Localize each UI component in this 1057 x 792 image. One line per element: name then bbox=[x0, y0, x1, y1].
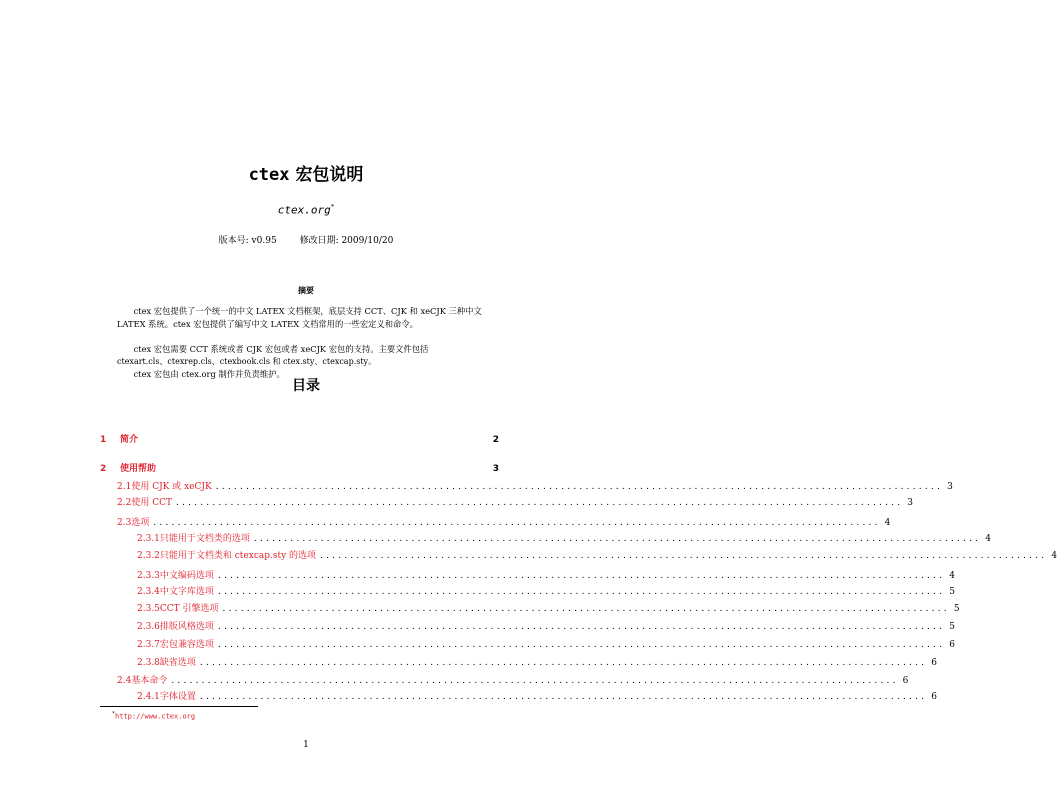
abstract-p1: ctex 宏包提供了一个统一的中文 LATEX 文档框架，底层支持 CCT、CJK 和 xeCJK 三种中文 LATEX 系统。ctex 宏包提供了编写中文 LATEX 文档常用的一些宏定义和命令。 bbox=[117, 306, 482, 329]
toc-entry-title[interactable]: 缺省选项 bbox=[159, 658, 196, 668]
title-code: ctex bbox=[248, 165, 290, 185]
toc-entry-title[interactable]: 中文字库选项 bbox=[159, 587, 214, 597]
toc-leader-dots: ........................................................................................................................ bbox=[199, 658, 928, 668]
toc-entry[interactable] bbox=[100, 690, 937, 704]
toc-leader-dots: ........................................................................................................................ bbox=[199, 692, 928, 702]
toc-entry[interactable] bbox=[100, 433, 499, 447]
toc-entry-title[interactable]: 只能用于文档类和 ctexcap.sty 的选项 bbox=[159, 551, 317, 561]
toc-entry-number[interactable]: 2.3.2 bbox=[137, 551, 160, 561]
toc-entry-title[interactable]: 使用 CCT bbox=[131, 498, 172, 508]
author-name: ctex.org bbox=[277, 203, 331, 217]
toc-entry-page[interactable]: 4 bbox=[884, 518, 891, 528]
toc-entry-number[interactable]: 2.2 bbox=[117, 498, 132, 508]
title-text: 宏包说明 bbox=[295, 165, 364, 185]
toc-entry[interactable] bbox=[100, 602, 960, 616]
page-number: 1 bbox=[303, 740, 309, 750]
author-footnote-mark[interactable]: * bbox=[330, 203, 335, 211]
toc-entry[interactable] bbox=[100, 462, 499, 476]
toc-entry-number[interactable]: 2.3.3 bbox=[137, 571, 160, 581]
toc-entry-number[interactable]: 2.3.6 bbox=[137, 622, 160, 632]
toc-entry-title[interactable]: CCT 引擎选项 bbox=[159, 604, 219, 614]
toc-entry-number[interactable]: 2 bbox=[100, 464, 107, 474]
toc-entry-page[interactable]: 4 bbox=[949, 571, 955, 581]
toc-entry-title[interactable]: 选项 bbox=[131, 518, 150, 528]
toc-entry-page[interactable]: 6 bbox=[931, 658, 937, 668]
toc-entry[interactable] bbox=[100, 516, 891, 530]
toc-entry[interactable] bbox=[100, 549, 1057, 563]
abstract-heading: 摘要 bbox=[298, 286, 314, 295]
toc-entry-title[interactable]: 使用帮助 bbox=[120, 464, 157, 474]
toc-leader-dots: ........................................................................................................................ bbox=[215, 482, 944, 492]
toc-entry[interactable] bbox=[100, 585, 955, 599]
toc-leader-dots: ........................................................................................................................ bbox=[253, 534, 982, 544]
toc-leader-dots: ........................................................................................................................ bbox=[175, 498, 904, 508]
toc-entry-title[interactable]: 宏包兼容选项 bbox=[159, 640, 214, 650]
toc-entry-title[interactable]: 使用 CJK 或 xeCJK bbox=[131, 482, 212, 492]
toc-entry-title[interactable]: 字体设置 bbox=[159, 692, 196, 702]
toc-entry-page[interactable]: 4 bbox=[985, 534, 991, 544]
abstract-p2a: ctex 宏包需要 CCT 系统或者 CJK 宏包或者 xeCJK 宏包的支持。主要文件包括 bbox=[133, 344, 429, 354]
abstract-paragraph-1 bbox=[117, 305, 495, 330]
toc-entry-page[interactable]: 3 bbox=[907, 498, 914, 508]
version-line bbox=[0, 233, 612, 246]
toc-leader-dots: ........................................................................................................................ bbox=[222, 604, 950, 614]
toc-leader-dots: ........................................................................................................................ bbox=[217, 640, 946, 650]
toc-entry[interactable] bbox=[100, 620, 955, 634]
toc-entry-number[interactable]: 2.4.1 bbox=[137, 692, 160, 702]
toc-entry-title[interactable]: 简介 bbox=[120, 435, 139, 445]
toc-leader-dots: ........................................................................................................................ bbox=[217, 622, 946, 632]
toc-entry[interactable] bbox=[100, 496, 914, 510]
toc-heading: 目录 bbox=[292, 378, 320, 394]
toc-entry-page[interactable]: 5 bbox=[949, 587, 955, 597]
toc-entry-title[interactable]: 只能用于文档类的选项 bbox=[159, 534, 250, 544]
toc-entry-page[interactable]: 6 bbox=[902, 676, 909, 686]
toc-entry[interactable] bbox=[100, 674, 909, 688]
abstract-p3: ctex 宏包由 ctex.org 制作并负责维护。 bbox=[133, 369, 285, 379]
toc-entry-title[interactable]: 排版风格选项 bbox=[159, 622, 214, 632]
toc-leader-dots: ........................................................................................................................ bbox=[320, 551, 1048, 561]
toc-entry-number[interactable]: 2.3.8 bbox=[137, 658, 160, 668]
toc-entry[interactable] bbox=[100, 569, 955, 583]
toc-leader-dots: ........................................................................................................................ bbox=[153, 518, 881, 528]
toc-entry-page[interactable]: 5 bbox=[949, 622, 955, 632]
footnote-mark: * bbox=[112, 711, 116, 717]
toc-leader-dots: ........................................................................................................................ bbox=[217, 587, 946, 597]
toc-entry-page[interactable]: 3 bbox=[492, 464, 499, 474]
toc-entry-number[interactable]: 2.3 bbox=[117, 518, 132, 528]
toc-entry-page[interactable]: 4 bbox=[1051, 551, 1057, 561]
toc-entry-number[interactable]: 2.1 bbox=[117, 482, 132, 492]
toc-leader-dots: ........................................................................................................................ bbox=[217, 571, 946, 581]
document-title bbox=[0, 160, 612, 185]
footnote-url[interactable]: http://www.ctex.org bbox=[115, 712, 196, 721]
toc-entry-title[interactable]: 中文编码选项 bbox=[159, 571, 214, 581]
footnote bbox=[112, 711, 195, 720]
toc-entry-title[interactable]: 基本命令 bbox=[131, 676, 168, 686]
abstract-p2b: ctexart.cls、ctexrep.cls、ctexbook.cls 和 ctex.sty、ctexcap.sty。 bbox=[117, 356, 377, 366]
toc-entry[interactable] bbox=[100, 532, 991, 546]
toc-entry[interactable] bbox=[100, 656, 937, 670]
toc-entry-page[interactable]: 6 bbox=[931, 692, 937, 702]
toc-entry-page[interactable]: 3 bbox=[947, 482, 953, 492]
toc-entry-page[interactable]: 6 bbox=[949, 640, 955, 650]
toc-entry-number[interactable]: 2.3.4 bbox=[137, 587, 160, 597]
footnote-rule bbox=[100, 706, 258, 707]
toc-entry[interactable] bbox=[100, 480, 953, 494]
toc-entry-number[interactable]: 2.4 bbox=[117, 676, 132, 686]
toc-entry-number[interactable]: 2.3.7 bbox=[137, 640, 160, 650]
version-text: 版本号: v0.95 bbox=[218, 236, 277, 246]
toc-entry-number[interactable]: 2.3.1 bbox=[137, 534, 160, 544]
toc-entry[interactable] bbox=[100, 638, 955, 652]
toc-leader-dots: ........................................................................................................................ bbox=[171, 676, 899, 686]
toc-entry-number[interactable]: 1 bbox=[100, 435, 107, 445]
date-text: 修改日期: 2009/10/20 bbox=[299, 236, 394, 246]
toc-entry-number[interactable]: 2.3.5 bbox=[137, 604, 160, 614]
author-line bbox=[0, 203, 612, 217]
toc-entry-page[interactable]: 5 bbox=[953, 604, 960, 614]
toc-entry-page[interactable]: 2 bbox=[492, 435, 499, 445]
